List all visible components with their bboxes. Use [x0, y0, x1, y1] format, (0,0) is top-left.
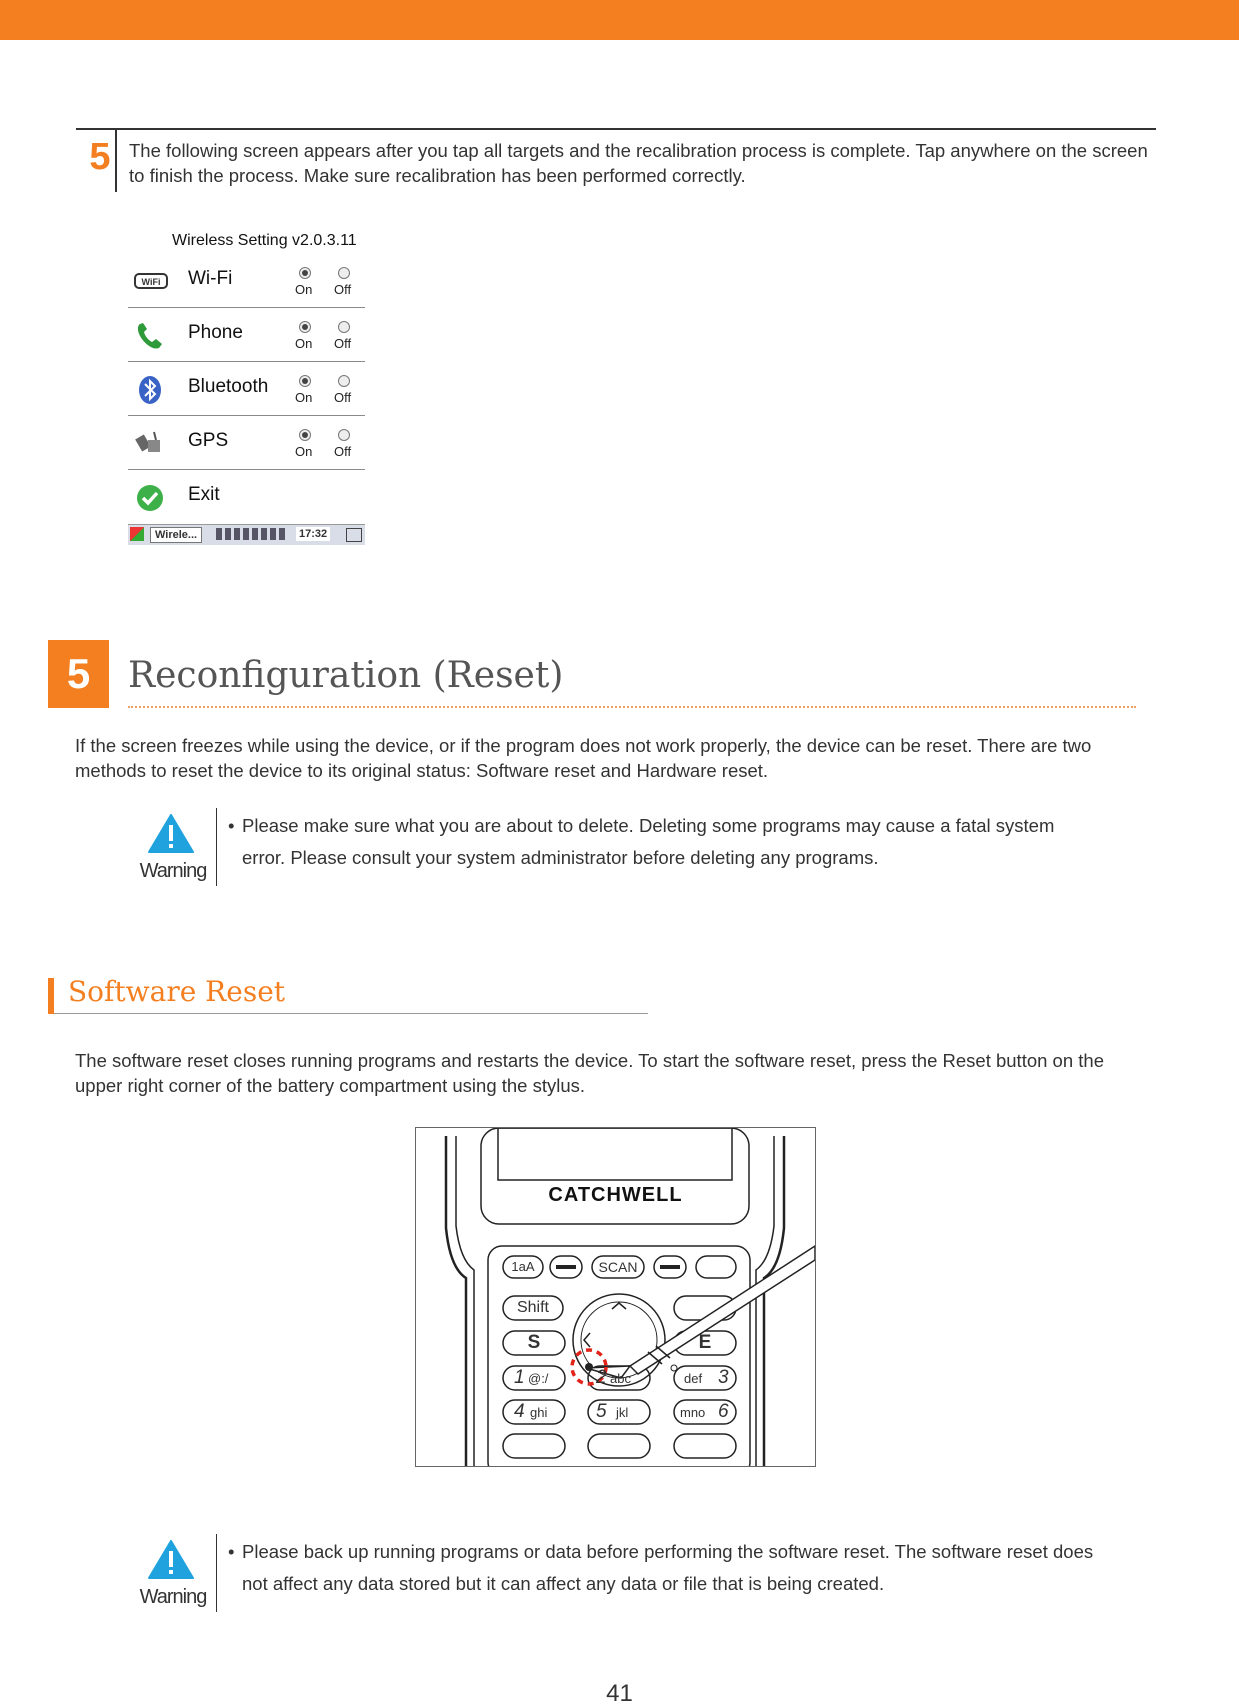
warning-divider	[216, 1534, 217, 1612]
wireless-label: Bluetooth	[188, 376, 269, 397]
device-illustration	[415, 1127, 816, 1467]
start-icon[interactable]	[130, 527, 144, 541]
step-divider	[115, 130, 117, 192]
phone-icon	[134, 320, 164, 350]
on-label: On	[295, 336, 313, 351]
wireless-row-wifi[interactable]	[128, 254, 365, 308]
tray-icons	[216, 528, 286, 540]
key-1: 1	[514, 1367, 525, 1388]
warning-divider	[216, 808, 217, 886]
step-text: The following screen appears after you tap all targets and the recalibration process is complete. Tap anywhere on the screen to finish the process. Make sure recalibration has been performed correctly.	[129, 140, 1148, 186]
wifi-icon	[134, 266, 164, 296]
check-icon	[134, 482, 164, 512]
gps-icon	[134, 428, 164, 458]
section-intro: If the screen freezes while using the device, or if the program does not work properly, the device can be reset. There are two methods to reset the device to its original status: Software reset and Hardware reset.	[75, 735, 1092, 781]
step-rule	[76, 128, 1156, 130]
on-label: On	[295, 390, 313, 405]
key-5-sub: jkl	[616, 1405, 629, 1420]
taskbar	[128, 524, 365, 545]
wireless-title: Wireless Setting v2.0.3.11	[172, 232, 357, 249]
key-e: E	[698, 1332, 712, 1353]
section-number: 5	[48, 640, 109, 708]
key-6-sub: mno	[680, 1405, 706, 1420]
page-number: 41	[606, 1680, 633, 1707]
wireless-label: GPS	[188, 430, 229, 451]
radio-on[interactable]	[299, 321, 311, 333]
wireless-row-gps[interactable]	[128, 416, 365, 470]
warning-label: Warning	[139, 1586, 207, 1608]
off-label: Off	[334, 336, 352, 351]
section-dotted-rule	[128, 706, 1136, 708]
step-number: 5	[89, 136, 111, 178]
taskbar-task[interactable]: Wirele...	[150, 527, 202, 543]
subsection-bar	[48, 978, 54, 1014]
off-label: Off	[334, 390, 352, 405]
subsection-title: Software Reset	[68, 975, 286, 1008]
wireless-row-exit[interactable]	[128, 470, 365, 523]
bullet: •	[228, 815, 235, 836]
radio-on[interactable]	[299, 375, 311, 387]
wireless-label: Wi-Fi	[188, 268, 233, 289]
key-s: S	[527, 1332, 541, 1353]
key-2: 2	[596, 1367, 607, 1388]
window-icon[interactable]	[346, 528, 362, 542]
subsection-rule	[54, 1013, 648, 1014]
warning-icon	[148, 814, 194, 854]
key-5: 5	[596, 1401, 607, 1422]
on-label: On	[295, 282, 313, 297]
subsection-text: The software reset closes running programs and restarts the device. To start the software reset, press the Reset button on the upper right corner of the battery compartment using the stylus.	[75, 1050, 1104, 1096]
wireless-row-phone[interactable]	[128, 308, 365, 362]
radio-off[interactable]	[338, 321, 350, 333]
bullet: •	[228, 1541, 235, 1562]
key-6: 6	[718, 1401, 729, 1422]
key-1-sub: @:/	[528, 1371, 549, 1386]
taskbar-clock: 17:32	[296, 527, 330, 541]
warning-message: Please back up running programs or data before performing the software reset. The software reset does not affect any data stored but it can affect any data or file that is being created.	[242, 1541, 1094, 1594]
key-4: 4	[514, 1401, 525, 1422]
key-mode: 1aA	[511, 1259, 535, 1274]
key-3-sub: def	[684, 1371, 703, 1386]
warning-text	[228, 1536, 1102, 1600]
key-shift: Shift	[516, 1299, 549, 1316]
key-3: 3	[718, 1367, 729, 1388]
header-accent-bar	[0, 0, 1239, 40]
wifi-badge-text: WiFi	[141, 277, 161, 287]
key-2-sub: abc	[610, 1371, 631, 1386]
warning-text	[228, 810, 1102, 874]
device-brand: CATCHWELL	[548, 1184, 683, 1206]
off-label: Off	[334, 282, 352, 297]
on-label: On	[295, 444, 313, 459]
radio-off[interactable]	[338, 375, 350, 387]
bluetooth-icon	[134, 374, 164, 404]
warning-icon	[148, 1540, 194, 1580]
key-4-sub: ghi	[530, 1405, 548, 1420]
section-title: Reconfiguration (Reset)	[128, 655, 564, 696]
radio-on[interactable]	[299, 267, 311, 279]
wireless-setting-screenshot	[128, 228, 365, 548]
wireless-label: Phone	[188, 322, 243, 343]
radio-off[interactable]	[338, 267, 350, 279]
warning-message: Please make sure what you are about to delete. Deleting some programs may cause a fatal system error. Please consult your system administrator before deleting any programs.	[242, 815, 1055, 868]
radio-on[interactable]	[299, 429, 311, 441]
key-scan: SCAN	[598, 1259, 638, 1275]
off-label: Off	[334, 444, 352, 459]
radio-off[interactable]	[338, 429, 350, 441]
wireless-label: Exit	[188, 484, 220, 505]
warning-label: Warning	[139, 860, 207, 882]
wireless-row-bluetooth[interactable]	[128, 362, 365, 416]
